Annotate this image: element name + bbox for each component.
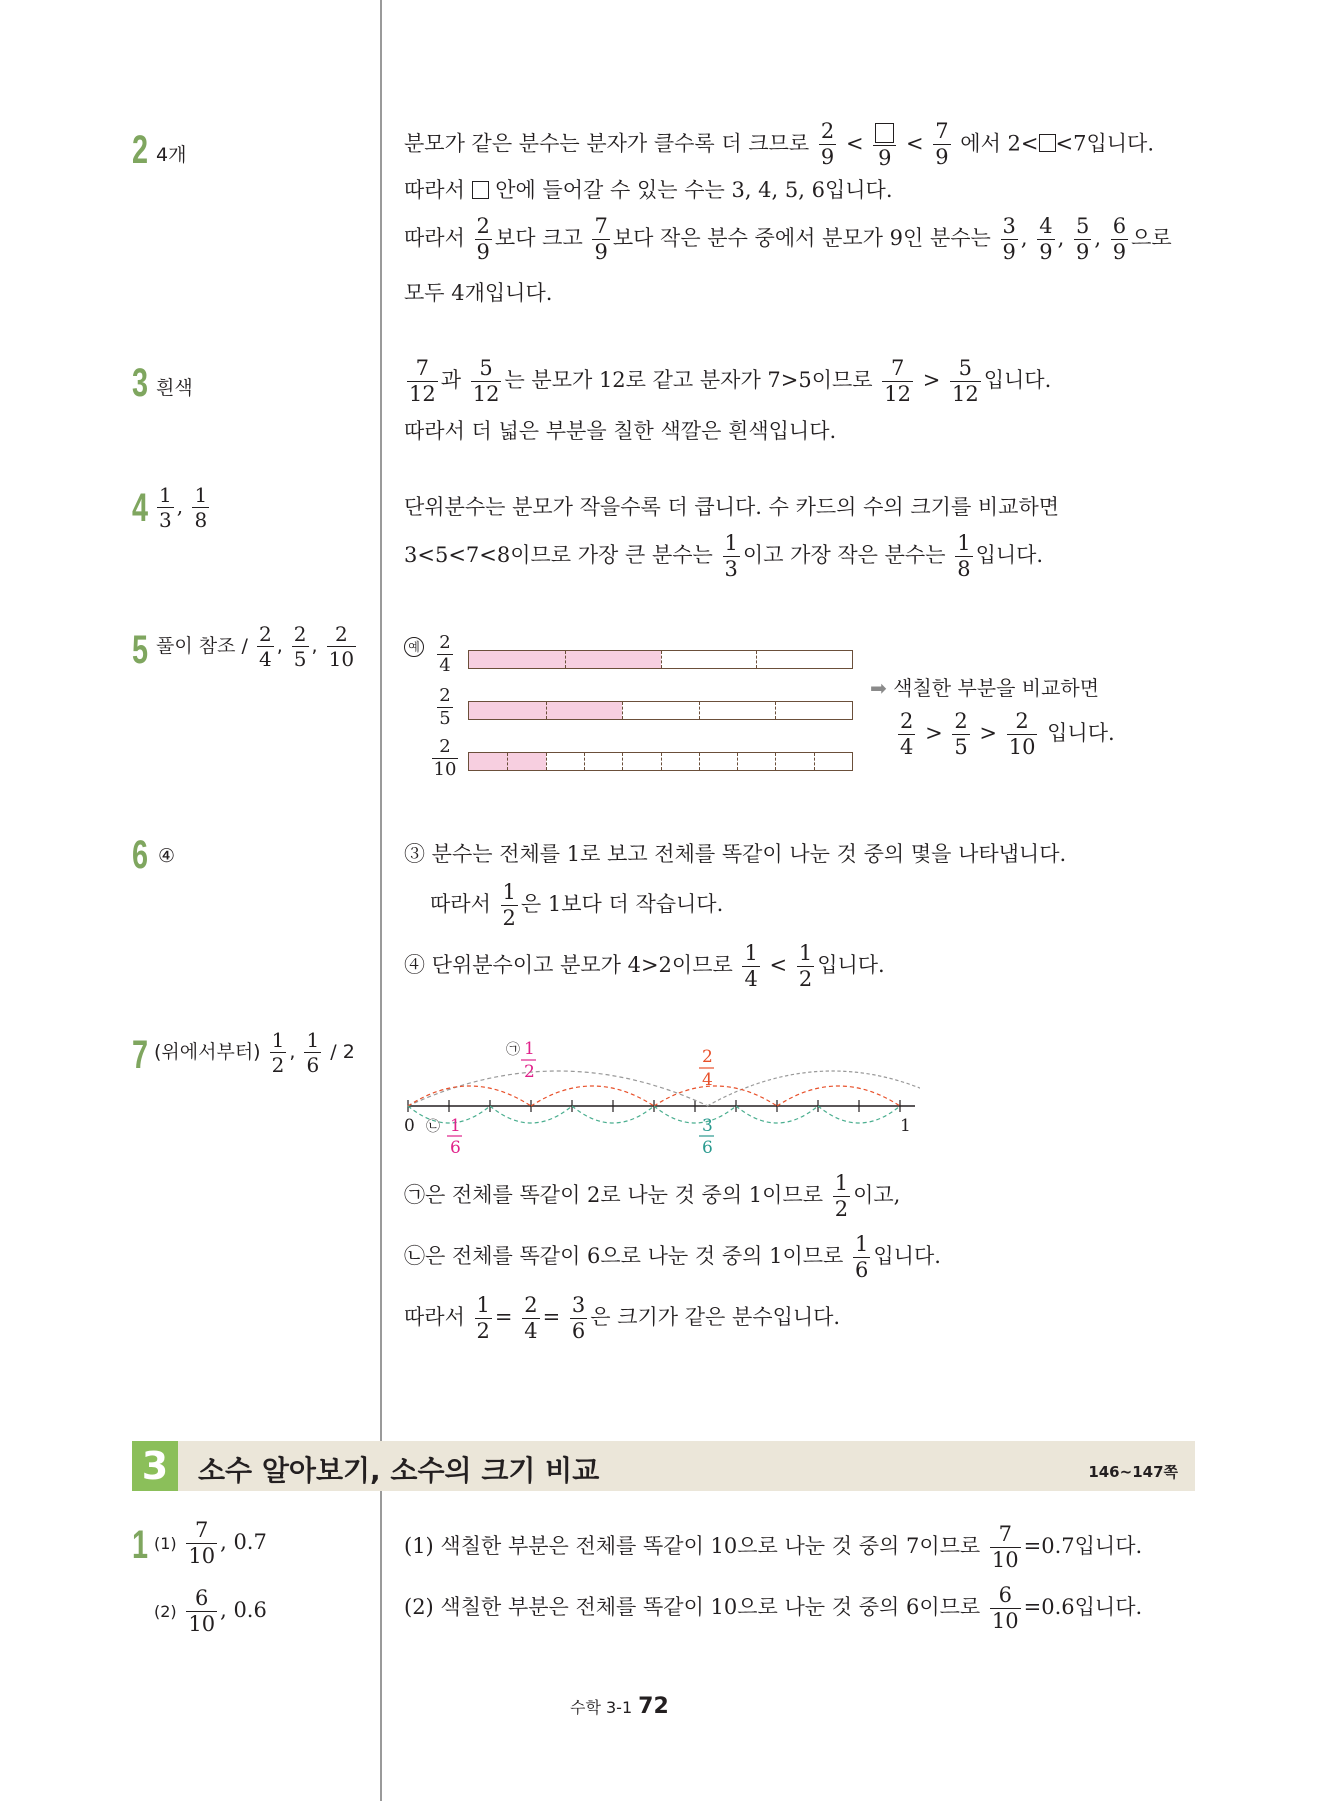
label-2-4-num: 2 xyxy=(702,1047,713,1067)
section-number: 3 xyxy=(132,1441,178,1491)
label-1-2-den: 2 xyxy=(524,1062,535,1082)
quarter-arc xyxy=(777,1086,900,1106)
answer-5: 풀이 참조 / $\frac{2}{4}$ , $\frac{2}{5}$ , $\frac{2}{10}$ xyxy=(156,622,355,671)
blank-box xyxy=(472,181,489,199)
question-number-3: 3 xyxy=(132,361,149,405)
bar-divider xyxy=(507,753,508,770)
bar-divider xyxy=(661,753,662,770)
label-3-6-den: 6 xyxy=(702,1138,713,1158)
question-number-6: 6 xyxy=(132,833,149,877)
arrow-right-icon: ➡ xyxy=(870,676,887,700)
label-3-6-num: 3 xyxy=(702,1116,713,1136)
fraction: $\frac{7}{9}$ xyxy=(935,119,949,170)
answer-7: (위에서부터) $\frac{1}{2}$ , $\frac{1}{6}$ / 2 xyxy=(154,1028,355,1077)
bar-label-2-10: $\frac{2}{10}$ xyxy=(433,736,457,780)
question-number-5: 5 xyxy=(132,628,149,672)
page-number: 72 xyxy=(638,1694,669,1719)
q2-line-2: 따라서 안에 들어갈 수 있는 수는 3, 4, 5, 6입니다. xyxy=(404,178,893,202)
label-1-2-num: 1 xyxy=(524,1039,535,1059)
quarter-arc xyxy=(654,1086,777,1106)
fraction-bar-tenths xyxy=(468,752,853,771)
fraction-bar-quarters xyxy=(468,650,853,669)
fraction: $\frac{2}{9}$ xyxy=(820,119,835,170)
bar-divider xyxy=(699,753,700,770)
q2-line-1: 분모가 같은 분수는 분자가 클수록 더 크므로 $\frac{2}{9}$ < 9 < $\frac{7}{9}$ 에서 2< <7입니다. xyxy=(404,119,1155,170)
footer-label: 수학 3-1 xyxy=(570,1698,633,1717)
answer-2: 4개 xyxy=(156,144,187,166)
label-giyeok: ㉠ xyxy=(506,1042,520,1058)
q6-line-2: 따라서 $\frac{1}{2}$ 은 1보다 더 작습니다. xyxy=(430,880,724,930)
section-title: 소수 알아보기, 소수의 크기 비교 xyxy=(198,1454,600,1487)
fraction-box-over-9: 9 xyxy=(873,121,896,169)
q7-line-1: ㉠은 전체를 똑같이 2로 나눈 것 중의 1이므로 $\frac{1}{2}$ 이고, xyxy=(404,1171,901,1221)
bar-label-2-5: $\frac{2}{5}$ xyxy=(439,685,451,729)
number-line-zero: 0 xyxy=(404,1116,415,1136)
label-1-6-num: 1 xyxy=(450,1116,461,1136)
question-number-7: 7 xyxy=(132,1033,149,1077)
bar-divider xyxy=(622,702,623,719)
q7-line-2: ㉡은 전체를 똑같이 6으로 나눈 것 중의 1이므로 $\frac{1}{6}$ 입니다. xyxy=(404,1232,941,1282)
bar-divider xyxy=(546,753,547,770)
q3-line-1: $\frac{7}{12}$ 과 $\frac{5}{12}$ 는 분모가 12로 같고 분자가 7>5이므로 $\frac{7}{12}$ > $\frac{5}{12}$ 입니다. xyxy=(409,356,1052,406)
example-badge: 예 xyxy=(404,637,424,657)
number-line-figure xyxy=(400,1030,920,1160)
bar-divider xyxy=(622,753,623,770)
answer-s1-1: (1) $\frac{7}{10}$ , 0.7 xyxy=(154,1518,267,1568)
question-number-2: 2 xyxy=(132,128,149,172)
label-nieun: ㉡ xyxy=(426,1119,440,1135)
quarter-arc xyxy=(408,1086,531,1106)
blank-box xyxy=(875,123,894,143)
bar-divider xyxy=(661,651,662,668)
number-line-one: 1 xyxy=(900,1116,911,1136)
bar-divider xyxy=(699,702,700,719)
bar-divider xyxy=(814,753,815,770)
q7-line-3: 따라서 $\frac{1}{2}$ = $\frac{2}{4}$ = $\frac{3}{6}$ 은 크기가 같은 분수입니다. xyxy=(404,1293,841,1343)
answer-6: ④ xyxy=(158,845,176,867)
bar-divider xyxy=(737,753,738,770)
compare-result: $\frac{2}{4}$ > $\frac{2}{5}$ > $\frac{2}{10}$ 입니다. xyxy=(900,709,1115,759)
q4-line-2: 3<5<7<8이므로 가장 큰 분수는 $\frac{1}{3}$ 이고 가장 작은 분수는 $\frac{1}{8}$ 입니다. xyxy=(404,531,1044,581)
q2-line-3: 따라서 $\frac{2}{9}$ 보다 크고 $\frac{7}{9}$ 보다 작은 분수 중에서 분모가 9인 분수는 $\frac{3}{9}$ , $\frac{4}{9}$ , $\frac{5}{9}$ , $\frac{6}{9}$ 으로 xyxy=(404,214,1172,264)
bar-divider xyxy=(775,753,776,770)
q6-line-3: ④ 단위분수이고 분모가 4>2이므로 $\frac{1}{4}$ < $\frac{1}{2}$ 입니다. xyxy=(404,941,885,991)
arc-half-2 xyxy=(707,1071,920,1106)
column-divider xyxy=(380,0,382,1801)
label-2-4-den: 4 xyxy=(702,1070,713,1090)
q2-line-4: 모두 4개입니다. xyxy=(404,281,553,305)
question-number-4: 4 xyxy=(132,486,149,530)
quarter-arc xyxy=(531,1086,654,1106)
answer-s1-2: (2) $\frac{6}{10}$ , 0.6 xyxy=(154,1586,267,1636)
section-pages: 146~147쪽 xyxy=(1088,1463,1178,1481)
blank-box xyxy=(1039,134,1056,152)
label-1-6-den: 6 xyxy=(450,1138,461,1158)
bar-divider xyxy=(756,651,757,668)
bar-divider xyxy=(565,651,566,668)
answer-3: 흰색 xyxy=(156,377,193,399)
bar-label-2-4: $\frac{2}{4}$ xyxy=(439,632,451,676)
s1-line-2: (2) 색칠한 부분은 전체를 똑같이 10으로 나눈 것 중의 6이므로 $\frac{6}{10}$ =0.6입니다. xyxy=(404,1583,1143,1633)
bar-divider xyxy=(546,702,547,719)
q3-line-2: 따라서 더 넓은 부분을 칠한 색깔은 흰색입니다. xyxy=(404,419,837,443)
fraction-bar-fifths xyxy=(468,701,853,720)
bar-divider xyxy=(775,702,776,719)
bar-divider xyxy=(584,753,585,770)
s1-line-1: (1) 색칠한 부분은 전체를 똑같이 10으로 나눈 것 중의 7이므로 $\frac{7}{10}$ =0.7입니다. xyxy=(404,1522,1143,1572)
question-number-s1: 1 xyxy=(132,1523,149,1567)
compare-text: ➡ 색칠한 부분을 비교하면 xyxy=(870,676,1100,700)
page-footer xyxy=(570,1694,669,1719)
q4-line-1: 단위분수는 분모가 작을수록 더 큽니다. 수 카드의 수의 크기를 비교하면 xyxy=(404,495,1060,519)
answer-4: $\frac{1}{3}$ , $\frac{1}{8}$ xyxy=(159,483,208,532)
q6-line-1: ③ 분수는 전체를 1로 보고 전체를 똑같이 나눈 것 중의 몇을 나타냅니다. xyxy=(404,842,1067,866)
